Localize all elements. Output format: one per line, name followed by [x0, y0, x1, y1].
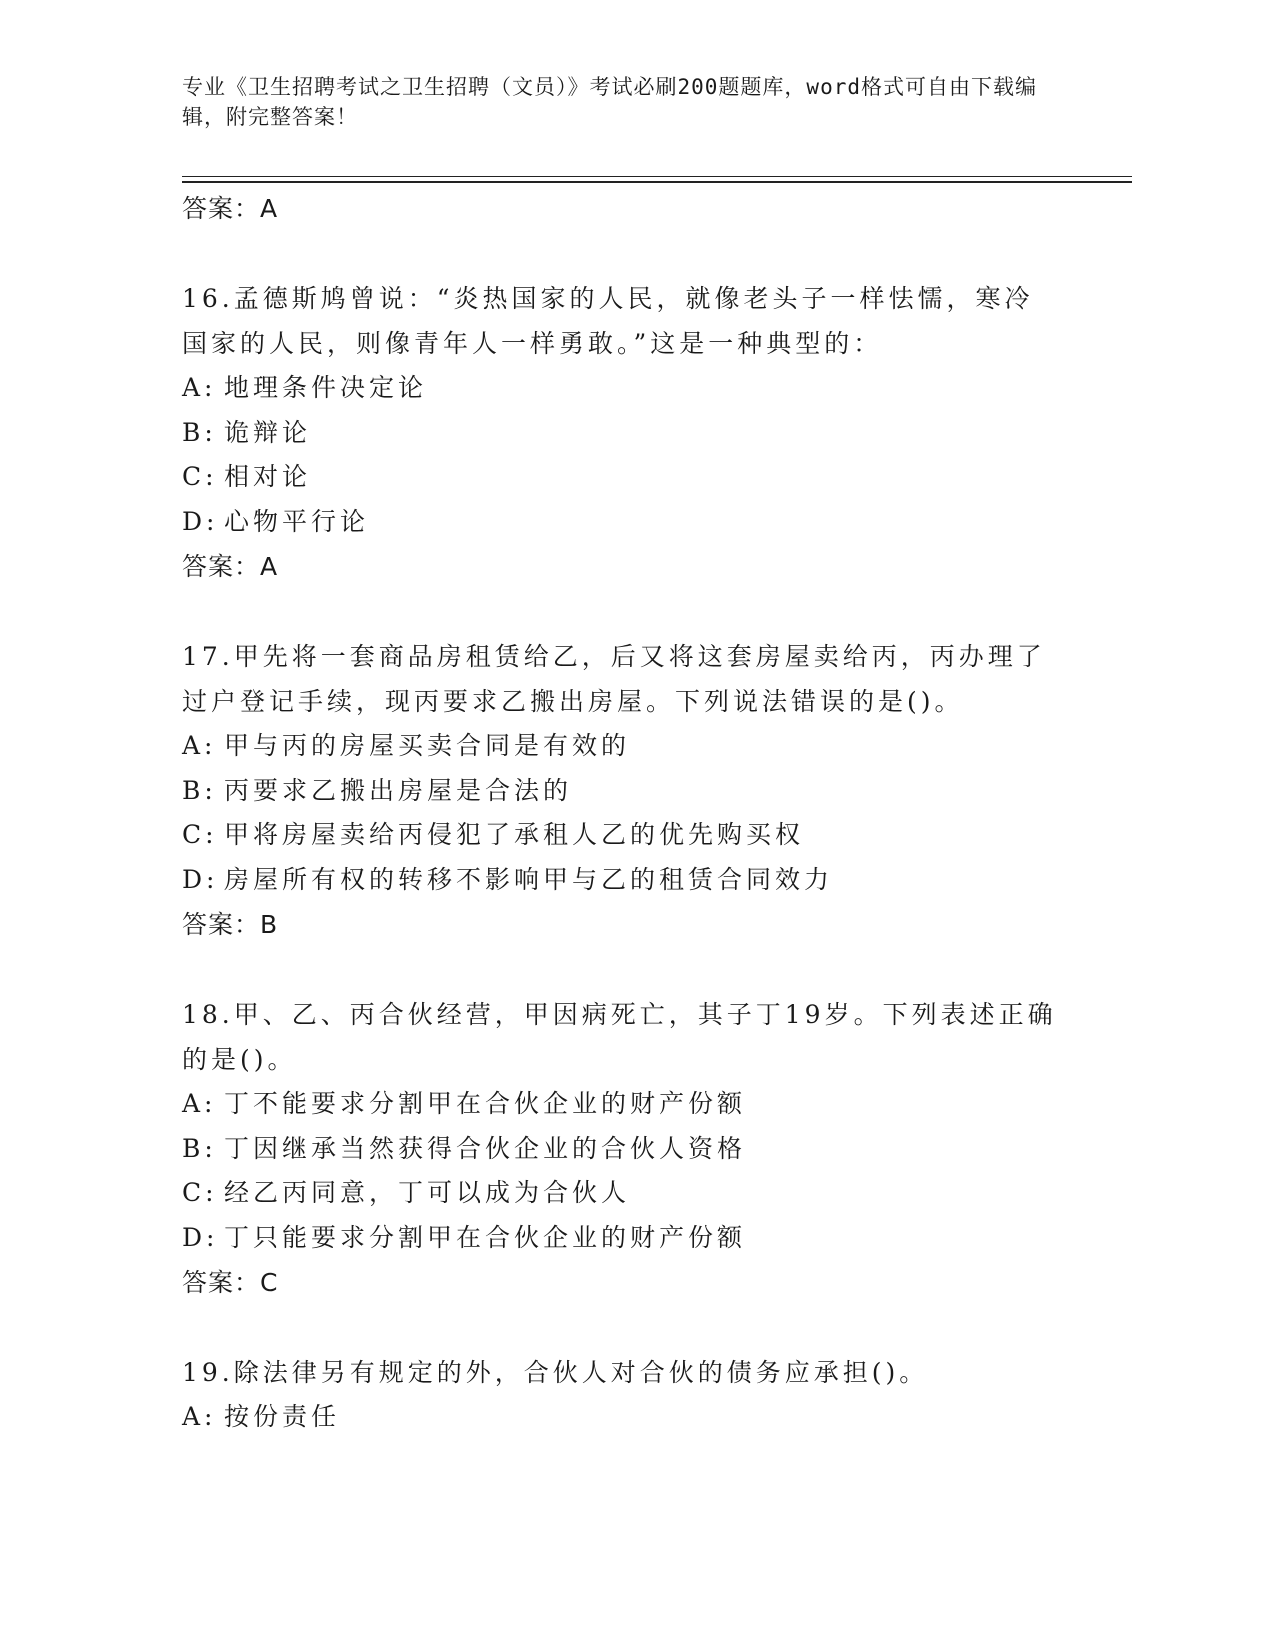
question-stem: 19.除法律另有规定的外，合伙人对合伙的债务应承担()。	[182, 1358, 929, 1387]
answer-15: 答案：A	[182, 194, 279, 223]
option-a	[182, 1082, 1062, 1127]
option-b	[182, 1127, 1062, 1172]
header-text: 专业《卫生招聘考试之卫生招聘（文员）》考试必刷200题题库，word格式可自由下载编辑，附完整答案！	[182, 75, 1037, 129]
option-text: 甲将房屋卖给丙侵犯了承租人乙的优先购买权	[224, 820, 805, 849]
option-key: A:	[182, 731, 217, 760]
question-stem: 16.孟德斯鸠曾说：“炎热国家的人民，就像老头子一样怯懦，寒冷国家的人民，则像青年人一样勇敢。”这是一种典型的：	[182, 284, 1034, 358]
option-text: 丁只能要求分割甲在合伙企业的财产份额	[224, 1222, 747, 1252]
question-16	[182, 276, 1062, 590]
option-a	[182, 1395, 1062, 1440]
answer-17: 答案：B	[182, 910, 279, 939]
answer-18: 答案：C	[182, 1268, 279, 1297]
question-18	[182, 992, 1062, 1306]
option-c	[182, 813, 1062, 858]
option-text: 相对论	[224, 462, 312, 491]
option-text: 丙要求乙搬出房屋是合法的	[224, 775, 573, 805]
option-key: D:	[182, 506, 219, 536]
question-19	[182, 1350, 1062, 1440]
option-key: C:	[182, 820, 218, 849]
header-rule-thick	[182, 181, 1132, 183]
option-a	[182, 724, 1062, 769]
option-text: 丁不能要求分割甲在合伙企业的财产份额	[224, 1089, 747, 1118]
option-d	[182, 1216, 1062, 1261]
option-key: C:	[182, 462, 218, 491]
option-text: 房屋所有权的转移不影响甲与乙的租赁合同效力	[224, 864, 834, 894]
question-stem: 18.甲、乙、丙合伙经营，甲因病死亡，其子丁19岁。下列表述正确的是()。	[182, 1000, 1057, 1074]
option-text: 按份责任	[224, 1402, 341, 1431]
option-c	[182, 455, 1062, 500]
option-text: 甲与丙的房屋买卖合同是有效的	[224, 731, 631, 760]
option-key: B:	[182, 1133, 217, 1163]
option-key: B:	[182, 775, 217, 805]
question-list	[182, 186, 1062, 1440]
option-text: 丁因继承当然获得合伙企业的合伙人资格	[224, 1133, 747, 1163]
option-text: 诡辩论	[224, 417, 312, 447]
option-c	[182, 1171, 1062, 1216]
question-17	[182, 634, 1062, 948]
option-d	[182, 858, 1062, 903]
answer-16: 答案：A	[182, 552, 279, 581]
page-header	[182, 72, 1062, 132]
option-d	[182, 500, 1062, 545]
option-text: 经乙丙同意，丁可以成为合伙人	[224, 1178, 631, 1207]
option-key: C:	[182, 1178, 218, 1207]
option-key: A:	[182, 1402, 217, 1431]
option-text: 地理条件决定论	[224, 373, 428, 402]
option-key: D:	[182, 1222, 219, 1252]
option-key: A:	[182, 1089, 217, 1118]
option-key: B:	[182, 417, 217, 447]
option-key: D:	[182, 864, 219, 894]
option-b	[182, 769, 1062, 814]
option-text: 心物平行论	[224, 506, 370, 536]
question-stem: 17.甲先将一套商品房租赁给乙，后又将这套房屋卖给丙，丙办理了过户登记手续，现丙要求乙搬出房屋。下列说法错误的是()。	[182, 642, 1046, 716]
header-rule-thin	[182, 176, 1132, 177]
option-b	[182, 411, 1062, 456]
option-a	[182, 366, 1062, 411]
option-key: A:	[182, 373, 217, 402]
